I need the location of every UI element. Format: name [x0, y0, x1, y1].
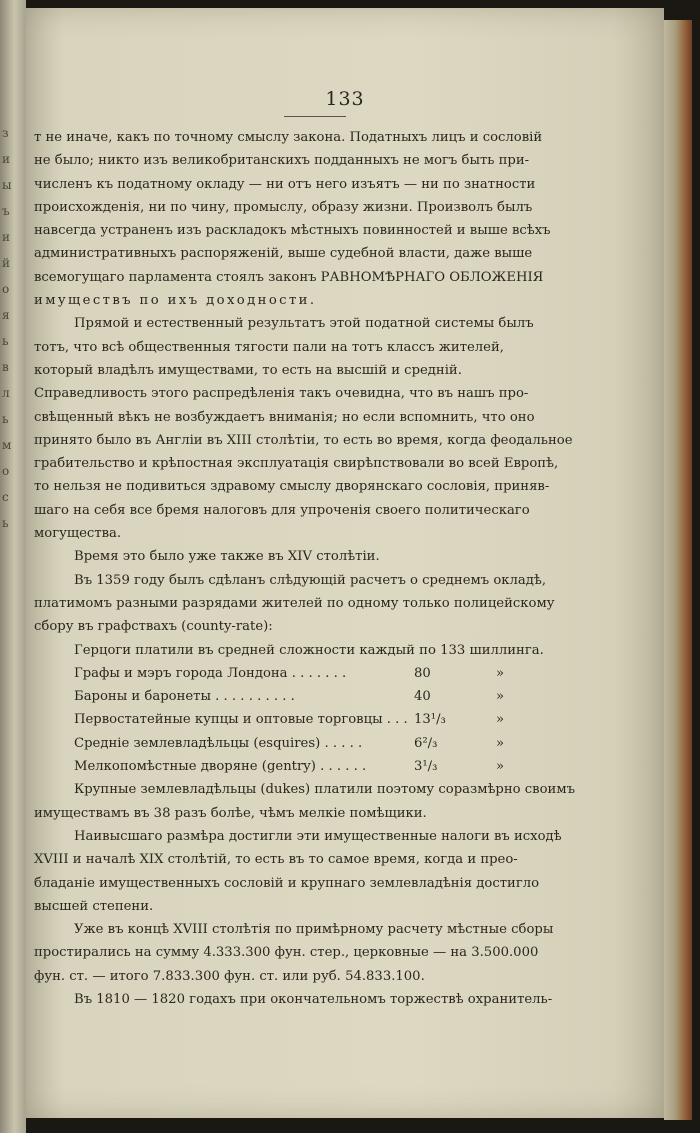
text-line: Время это было уже также въ XIV столѣтіи.	[74, 549, 380, 565]
text-line: Уже въ концѣ XVIII столѣтія по примѣрному расчету мѣстные сборы	[74, 922, 554, 938]
text-line: Крупные землевладѣльцы (dukes) платили поэтому соразмѣрно своимъ	[74, 782, 575, 798]
facing-page-edge	[0, 0, 26, 1133]
text-line: бладаніе имущественныхъ сословій и крупнаго землевладѣнія достигло	[34, 875, 540, 891]
tier-unit: »	[496, 712, 505, 728]
text-line: Справедливость этого распредѣленія такъ очевидна, что въ нашъ про-	[34, 386, 529, 402]
tier-label: Первостатейные купцы и оптовые торговцы . . .	[74, 712, 408, 728]
table-row	[34, 755, 626, 778]
text-line: принято было въ Англіи въ XIII столѣтіи, то есть во время, когда феодальное	[34, 432, 573, 448]
paragraph-dukes	[34, 778, 626, 825]
text-line: имуществъ по ихъ доходности.	[34, 293, 317, 309]
tier-unit: »	[496, 759, 505, 775]
tiers-intro: Герцоги платили въ средней сложности каждый по 133 шиллинга.	[74, 642, 544, 658]
tier-value: 40	[414, 689, 431, 705]
table-row	[34, 685, 626, 708]
text-line: могущества.	[34, 526, 122, 542]
text-line: XVIII и началѣ XIX столѣтій, то есть въ то самое время, когда и прео-	[34, 852, 518, 868]
tier-label: Средніе землевладѣльцы (esquires) . . . . .	[74, 735, 363, 751]
table-row	[34, 732, 626, 755]
text-line: т не иначе, какъ по точному смыслу закона. Податныхъ лицъ и сословій	[34, 130, 543, 145]
text-line: простирались на сумму 4.333.300 фун. стер., церковные — на 3.500.000	[34, 945, 539, 961]
text-line: шаго на себя все бремя налоговъ для упроченія своего политическаго	[34, 502, 530, 518]
page-number-rule	[284, 116, 346, 117]
text-line: административныхъ распоряженій, выше судебной власти, даже выше	[34, 246, 533, 262]
paragraph-1359	[34, 569, 626, 639]
paragraph-peak	[34, 825, 626, 918]
tier-value: 13¹/₃	[414, 712, 446, 728]
paragraph-sums	[34, 918, 626, 988]
tier-label: Мелкопомѣстные дворяне (gentry) . . . . . .	[74, 759, 367, 775]
text-line: грабительство и крѣпостная эксплуатація свирѣпствовали во всей Европѣ,	[34, 456, 559, 472]
page-number: 133	[325, 88, 365, 110]
tier-label: Бароны и баронеты . . . . . . . . . .	[74, 689, 295, 705]
text-line: навсегда устраненъ изъ раскладокъ мѣстныхъ повинностей и выше всѣхъ	[34, 223, 551, 239]
text-line: платимомъ разными разрядами жителей по одному только полицейскому	[34, 595, 555, 611]
tier-unit: »	[496, 665, 505, 681]
tier-unit: »	[496, 689, 505, 705]
text-line: имуществамъ въ 38 разъ болѣе, чѣмъ мелкіе помѣщики.	[34, 805, 427, 821]
page-body	[34, 126, 626, 1011]
text-line: всемогущаго парламента стоялъ законъ РАВНОМѢРНАГО ОБЛОЖЕНІЯ	[34, 269, 544, 285]
tier-value: 80	[414, 665, 431, 681]
tax-tier-table	[34, 662, 626, 778]
text-line: происхожденія, ни по чину, промыслу, образу жизни. Произволъ былъ	[34, 199, 533, 215]
text-line: численъ къ податному окладу — ни отъ него изъятъ — ни по знатности	[34, 176, 536, 192]
book-edge-binding	[664, 20, 692, 1120]
paragraph-result	[34, 312, 626, 545]
text-line: сбору въ графствахъ (county-rate):	[34, 619, 273, 635]
tier-value: 3¹/₃	[414, 759, 438, 775]
text-line: Наивысшаго размѣра достигли эти имущественные налоги въ исходѣ	[74, 828, 562, 844]
text-line: тотъ, что всѣ общественныя тягости пали на тотъ классъ жителей,	[34, 339, 504, 355]
text-line: Въ 1810 — 1820 годахъ при окончательномъ торжествѣ охранитель-	[74, 991, 553, 1007]
text-line: Прямой и естественный результатъ этой податной системы былъ	[74, 316, 534, 332]
text-line: который владѣлъ имуществами, то есть на высшій и средній.	[34, 362, 462, 378]
text-line: фун. ст. — итого 7.833.300 фун. ст. или руб. 54.833.100.	[34, 968, 425, 984]
tier-value: 6²/₃	[414, 735, 438, 751]
tier-unit: »	[496, 735, 505, 751]
paragraph-1810	[34, 988, 626, 1011]
facing-page-text-fragment: з и ы ъ и й о я ь в л ь м о с ь	[2, 126, 12, 530]
text-line: свѣщенный вѣкъ не возбуждаетъ вниманія; но если вспомнить, что оно	[34, 409, 535, 425]
text-line: не было; никто изъ великобританскихъ подданныхъ не могъ быть при-	[34, 153, 530, 169]
table-row	[34, 662, 626, 685]
table-row	[34, 708, 626, 731]
paragraph-tax-law	[34, 126, 626, 312]
text-line: Въ 1359 году былъ сдѣланъ слѣдующій расчетъ о среднемъ окладѣ,	[74, 572, 547, 588]
text-line: то нельзя не подивиться здравому смыслу дворянскаго сословія, приняв-	[34, 479, 550, 495]
book-page	[26, 8, 664, 1118]
text-line: высшей степени.	[34, 898, 154, 914]
tier-label: Графы и мэръ города Лондона . . . . . . .	[74, 665, 347, 681]
